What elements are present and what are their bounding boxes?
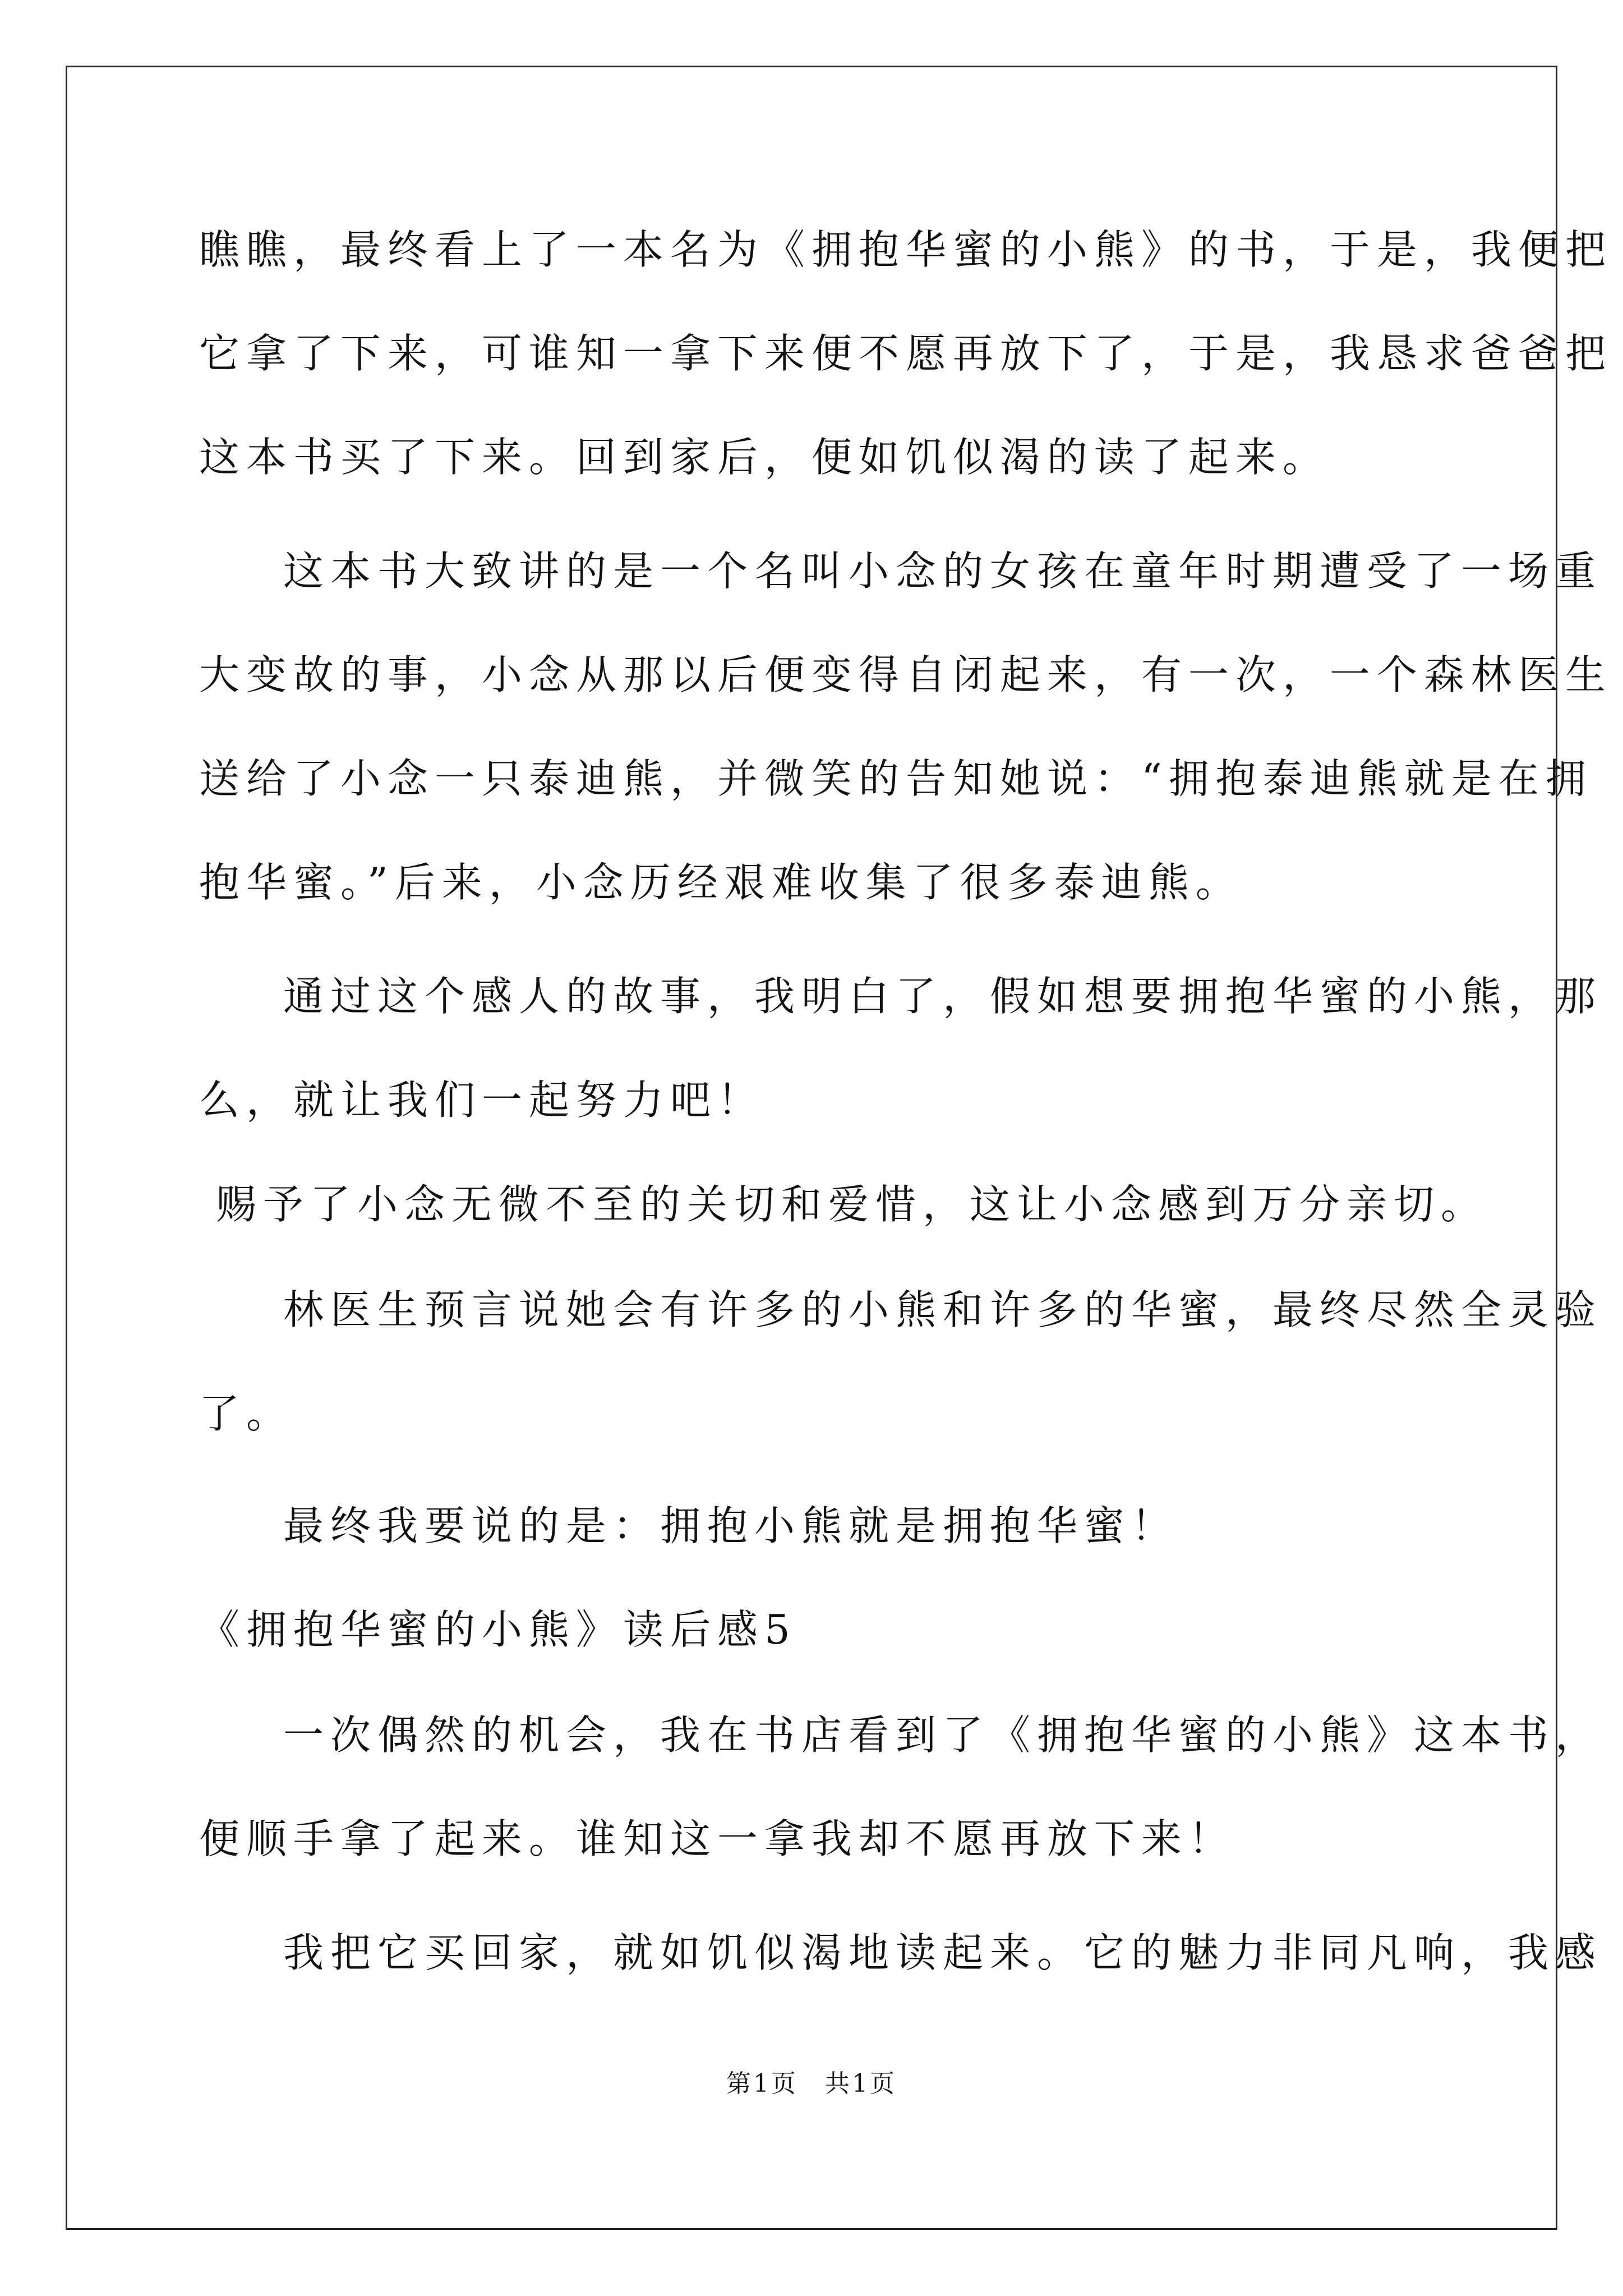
page-border: [66, 66, 1557, 2230]
body-text-line: 这本书大致讲的是一个名叫小念的女孩在童年时期遭受了一场重: [283, 547, 1603, 595]
body-text-line: 这本书买了下来。回到家后，便如饥似渴的读了起来。: [199, 434, 1330, 481]
body-text-line: 便顺手拿了起来。谁知这一拿我却不愿再放下来！: [199, 1815, 1236, 1862]
body-text-line: 瞧瞧，最终看上了一本名为《拥抱华蜜的小熊》的书，于是，我便把: [199, 226, 1613, 273]
body-text-line: 送给了小念一只泰迪熊，并微笑的告知她说：“拥抱泰迪熊就是在拥: [199, 755, 1593, 802]
body-text-line: 最终我要说的是：拥抱小熊就是拥抱华蜜！: [283, 1502, 1179, 1549]
body-text-line: 赐予了小念无微不至的关切和爱惜，这让小念感到万分亲切。: [216, 1181, 1488, 1228]
body-text-line: 一次偶然的机会，我在书店看到了《拥抱华蜜的小熊》这本书，: [283, 1711, 1603, 1759]
page-footer: 第1页 共1页: [726, 2069, 897, 2098]
body-text-line: 么，就让我们一起努力吧！: [199, 1076, 765, 1124]
section-heading: 《拥抱华蜜的小熊》读后感5: [199, 1606, 797, 1653]
body-text-line: 了。: [199, 1390, 294, 1437]
body-text-line: 我把它买回家，就如饥似渴地读起来。它的魅力非同凡响，我感: [283, 1929, 1603, 1976]
body-text-line: 林医生预言说她会有许多的小熊和许多的华蜜，最终尽然全灵验: [283, 1286, 1603, 1333]
body-text-line: 通过这个感人的故事，我明白了，假如想要拥抱华蜜的小熊，那: [283, 973, 1603, 1020]
body-text-line: 抱华蜜。”后来，小念历经艰难收集了很多泰迪熊。: [199, 859, 1243, 906]
body-text-line: 大变故的事，小念从那以后便变得自闭起来，有一次，一个森林医生: [199, 651, 1613, 698]
body-text-line: 它拿了下来，可谁知一拿下来便不愿再放下了，于是，我恳求爸爸把: [199, 330, 1613, 377]
